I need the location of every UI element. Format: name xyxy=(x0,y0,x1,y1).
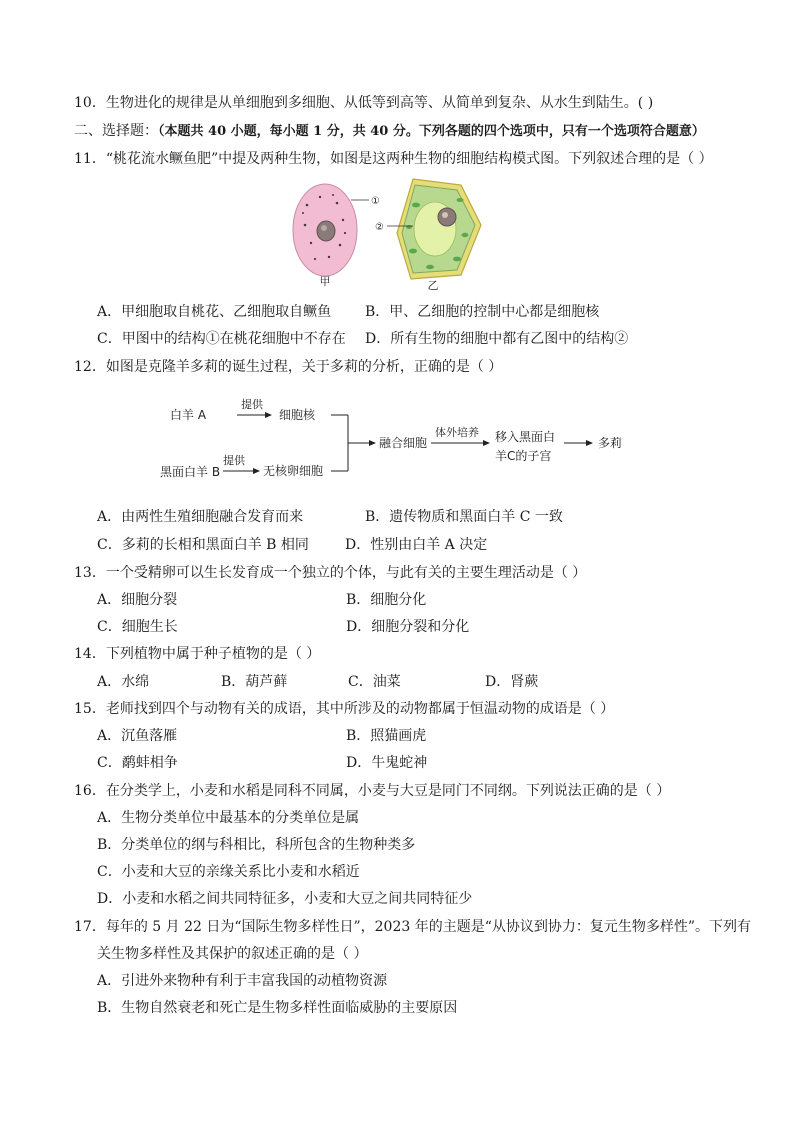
q17-option-b[interactable]: B．生物自然衰老和死亡是生物多样性面临威胁的主要原因 xyxy=(97,1000,458,1016)
dolly: 多莉 xyxy=(598,436,623,450)
q14-option-c[interactable]: C．油菜 xyxy=(348,674,401,690)
q16-option-a[interactable]: A．生物分类单位中最基本的分类单位是属 xyxy=(97,810,360,826)
q12-option-c[interactable]: C．多莉的长相和黑面白羊 B 相同 xyxy=(97,537,309,553)
label-yi: 乙 xyxy=(427,279,439,292)
section-title: 二、选择题： xyxy=(74,123,158,139)
q11-option-c[interactable]: C．甲图中的结构①在桃花细胞中不存在 xyxy=(97,331,346,347)
q11-option-b[interactable]: B．甲、乙细胞的控制中心都是细胞核 xyxy=(365,304,600,320)
section-heading xyxy=(74,121,705,142)
question-14-stem: 14．下列植物中属于种子植物的是（ ） xyxy=(74,646,321,662)
section-description: （本题共 40 小题，每小题 1 分，共 40 分。下列各题的四个选项中，只有一个选项符合题意） xyxy=(158,124,705,139)
question-13-stem: 13．一个受精卵可以生长发育成一个独立的个体，与此有关的主要生理活动是（ ） xyxy=(74,565,587,581)
question-17-stem-line2: 关生物多样性及其保护的叙述正确的是（ ） xyxy=(97,946,368,962)
culture-label: 体外培养 xyxy=(435,426,479,439)
cell-structure-figure xyxy=(285,175,490,293)
provide-label-1: 提供 xyxy=(241,398,263,411)
question-10: 10．生物进化的规律是从单细胞到多细胞、从低等到高等、从简单到复杂、从水生到陆生。( ) xyxy=(74,95,654,111)
fused-cell: 融合细胞 xyxy=(379,436,428,450)
marker-2: ② xyxy=(375,222,384,233)
q14-option-d[interactable]: D．肾蕨 xyxy=(485,674,539,690)
q16-option-c[interactable]: C．小麦和大豆的亲缘关系比小麦和水稻近 xyxy=(97,864,360,880)
q12-option-d[interactable]: D．性别由白羊 A 决定 xyxy=(345,537,488,553)
q14-option-a[interactable]: A．水绵 xyxy=(97,674,150,690)
q17-option-a[interactable]: A．引进外来物种有利于丰富我国的动植物资源 xyxy=(97,973,388,989)
q13-option-b[interactable]: B．细胞分化 xyxy=(346,592,427,608)
q15-option-d[interactable]: D．牛鬼蛇神 xyxy=(346,755,428,771)
q11-option-d[interactable]: D．所有生物的细胞中都有乙图中的结构② xyxy=(365,331,629,347)
q15-option-b[interactable]: B．照猫画虎 xyxy=(346,728,427,744)
q16-option-d[interactable]: D．小麦和水稻之间共同特征多，小麦和大豆之间共同特征少 xyxy=(97,891,473,907)
cloning-diagram xyxy=(155,392,635,484)
question-15-stem: 15．老师找到四个与动物有关的成语，其中所涉及的动物都属于恒温动物的成语是（ ） xyxy=(74,701,615,717)
animal-cell xyxy=(293,184,357,276)
question-12-stem: 12．如图是克隆羊多莉的诞生过程，关于多莉的分析，正确的是（ ） xyxy=(74,359,503,375)
provide-label-2: 提供 xyxy=(223,454,245,467)
q14-option-b[interactable]: B．葫芦藓 xyxy=(221,674,288,690)
q16-option-b[interactable]: B．分类单位的纲与科相比，科所包含的生物种类多 xyxy=(97,837,416,853)
marker-1: ① xyxy=(371,196,380,207)
sheep-a: 白羊 A xyxy=(170,408,207,422)
q13-option-a[interactable]: A．细胞分裂 xyxy=(97,592,178,608)
sheep-b: 黑面白羊 B xyxy=(160,465,221,479)
plant-cell xyxy=(397,179,481,279)
q11-option-a[interactable]: A．甲细胞取自桃花、乙细胞取自鳜鱼 xyxy=(97,304,332,320)
implant-line-2: 羊C的子宫 xyxy=(495,449,552,463)
q12-option-b[interactable]: B．遗传物质和黑面白羊 C 一致 xyxy=(365,509,563,525)
q15-option-a[interactable]: A．沉鱼落雁 xyxy=(97,728,178,744)
question-16-stem: 16．在分类学上，小麦和水稻是同科不同属，小麦与大豆是同门不同纲。下列说法正确的是（ ） xyxy=(74,783,671,799)
q13-option-d[interactable]: D．细胞分裂和分化 xyxy=(346,619,470,635)
q15-option-c[interactable]: C．鹬蚌相争 xyxy=(97,755,178,771)
q13-option-c[interactable]: C．细胞生长 xyxy=(97,619,178,635)
question-17-stem-line1: 17．每年的 5 月 22 日为“国际生物多样性日”，2023 年的主题是“从协议到协力：复元生物多样性”。下列有 xyxy=(74,919,752,935)
enucleated-egg: 无核卵细胞 xyxy=(263,464,324,478)
q12-option-a[interactable]: A．由两性生殖细胞融合发育而来 xyxy=(97,509,304,525)
nucleus: 细胞核 xyxy=(279,408,316,422)
question-11-stem: 11．“桃花流水鳜鱼肥”中提及两种生物，如图是这两种生物的细胞结构模式图。下列叙述合理的是（ ） xyxy=(74,151,713,167)
label-jia: 甲 xyxy=(319,275,331,288)
implant-line-1: 移入黑面白 xyxy=(495,430,556,444)
